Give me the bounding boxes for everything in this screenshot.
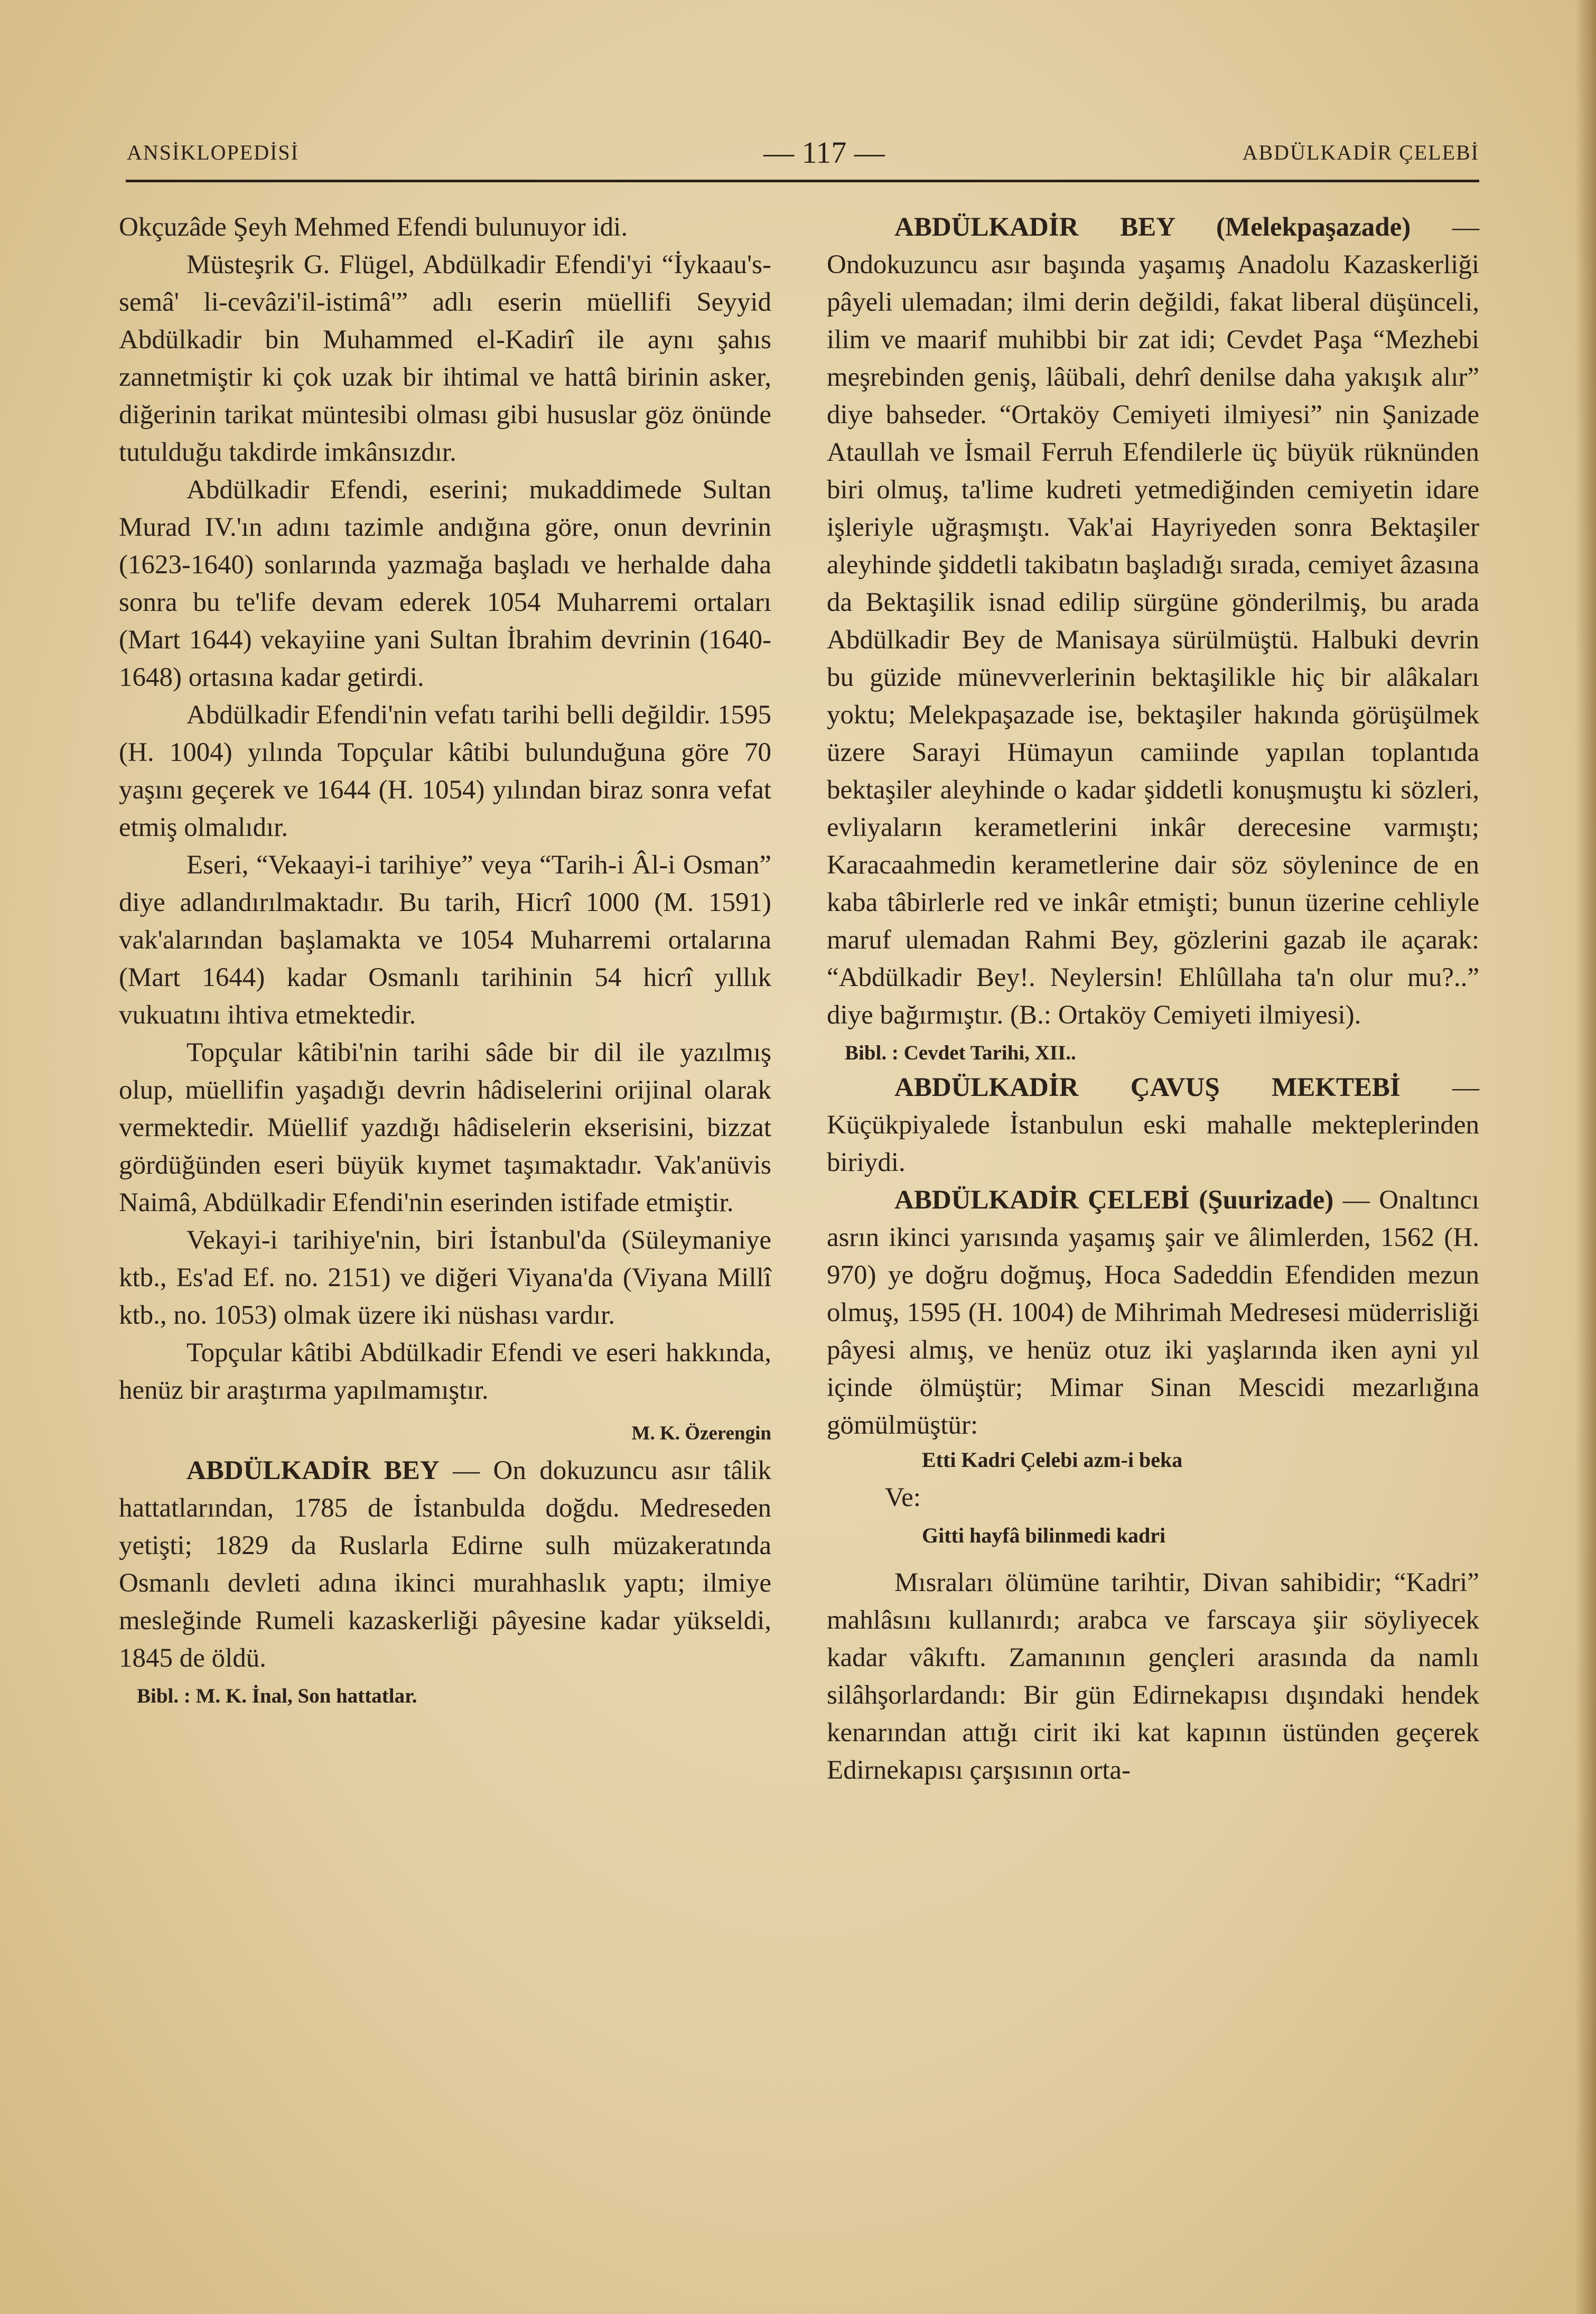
header-left: ANSİKLOPEDİSİ: [127, 141, 299, 164]
header-rule: [126, 180, 1479, 182]
entry-abdulkadir-celebi: [827, 1182, 1479, 1444]
entry-heading: ABDÜLKADİR ÇAVUŞ MEKTEBİ: [894, 1073, 1401, 1102]
author-signature: M. K. Özerengin: [631, 1423, 771, 1444]
paragraph: Topçular kâtibi Abdülkadir Efendi ve eseri hakkında, henüz bir araştırma yapılmamıştır.: [119, 1338, 771, 1405]
paragraph: Mısraları ölümüne tarihtir, Divan sahibidir; “Kadri” mahlâsını kullanırdı; arabca ve farscaya şiir söyliyecek kadar vâkıftı. Zamanının gençleri arasında da namlı silâhşorlardandı: Bir gün Edirnekapısı dışındaki hendek kenarından attığı cirit iki kat kapının üstünden geçerek Edirnekapısı çarşısının orta-: [827, 1568, 1479, 1785]
page-edge-shadow: [1575, 0, 1596, 2314]
entry-body: — On dokuzuncu asır tâlik hattatlarından, 1785 de İstanbulda doğdu. Medreseden yetişti; 1829 da Ruslarla Edirne sulh müzakeratında Osmanlı devleti adına ikinci murahhaslık yaptı; ilmiye mesleğinde Rumeli kazaskerliği pâyesine kadar yükseldi, 1845 de öldü.: [119, 1456, 771, 1673]
verse-connector: Ve:: [885, 1483, 921, 1512]
verse-line: Gitti hayfâ bilinmedi kadri: [922, 1523, 1166, 1547]
header-right: ABDÜLKADİR ÇELEBİ: [1242, 141, 1479, 164]
entry-heading: ABDÜLKADİR ÇELEBİ (Şuurizade): [894, 1185, 1334, 1215]
bibliography: Bibl. : Cevdet Tarihi, XII..: [845, 1042, 1076, 1064]
right-column: [827, 209, 1479, 1789]
paragraph: Abdülkadir Efendi, eserini; mukaddimede Sultan Murad IV.'ın adını tazimle andığına göre, onun devrinin (1623-1640) sonlarında yazmağa başladı ve herhalde daha sonra bu te'life devam ederek 1054 Muharremi ortaları (Mart 1644) vekayiine yani Sultan İbrahim devrinin (1640-1648) ortasına kadar getirdi.: [119, 475, 771, 692]
running-header: [127, 135, 1479, 182]
paragraph: Müsteşrik G. Flügel, Abdülkadir Efendi'yi “İykaau's-semâ' li-cevâzi'il-istimâ'” adlı eserin müellifi Seyyid Abdülkadir bin Muhammed el-Kadirî ile aynı şahıs zannetmiştir ki çok uzak bir ihtimal ve hattâ birinin asker, diğerinin tarikat müntesibi olması gibi hususlar göz önünde tutulduğu takdirde imkânsızdır.: [119, 250, 771, 467]
entry-heading: ABDÜLKADİR BEY (Melekpaşazade): [894, 212, 1411, 242]
paragraph: Vekayi-i tarihiye'nin, biri İstanbul'da (Süleymaniye ktb., Es'ad Ef. no. 2151) ve diğeri Viyana'da (Viyana Millî ktb., no. 1053) olmak üzere iki nüshası vardır.: [119, 1225, 771, 1330]
paragraph: Abdülkadir Efendi'nin vefatı tarihi belli değildir. 1595 (H. 1004) yılında Topçular kâtibi bulunduğuna göre 70 yaşını geçerek ve 1644 (H. 1054) yılından biraz sonra vefat etmiş olmalıdır.: [119, 700, 771, 842]
entry-abdulkadir-bey: [119, 1452, 771, 1677]
page-number: — 117 —: [763, 135, 885, 170]
entry-abdulkadir-bey-melekpasazade: [827, 209, 1479, 1034]
paragraph: Topçular kâtibi'nin tarihi sâde bir dil ile yazılmış olup, müellifin yaşadığı devrin hâdiselerini orijinal olarak vermektedir. Müellif yazdığı hâdiselerin ekserisini, bizzat gördüğünden eseri büyük kıymet taşımaktadır. Vak'anüvis Naimâ, Abdülkadir Efendi'nin eserinden istifade etmiştir.: [119, 1038, 771, 1218]
left-column: [119, 209, 771, 1712]
entry-heading: ABDÜLKADİR BEY: [186, 1456, 440, 1485]
entry-abdulkadir-cavus-mektebi: [827, 1069, 1479, 1182]
entry-body: — Ondokuzuncu asır başında yaşamış Anadolu Kazaskerliği pâyeli ulemadan; ilmi derin değildi, fakat liberal düşünceli, ilim ve maarif muhibbi bir zat idi; Cevdet Paşa “Mezhebi meşrebinden geniş, lâübali, dehrî denilse daha yakışık alır” diye bahseder. “Ortaköy Cemiyeti ilmiyesi” nin Şanizade Ataullah ve İsmail Ferruh Efendilerle üç büyük rüknünden biri olmuş, ta'lime kudreti yetmediğinden cemiyetin idare işleriyle uğraşmıştı. Vak'ai Hayriyeden sonra Bektaşiler aleyhinde şiddetli takibatın başladığı sırada, cemiyet âzasına da Bektaşilik isnad edilip sürgüne gönderilmiş, bu arada Abdülkadir Bey de Manisaya sürülmüştü. Halbuki devrin bu güzide münevverlerinin bektaşilikle hiç bir alâkaları yoktu; Melekpaşazade ise, bektaşiler hakında görüşülmek üzere Sarayi Hümayun camiinde yapılan toplantıda bektaşiler aleyhinde o kadar şiddetli konuşmuştu ki sözleri, evliyaların kerametlerini inkâr derecesine varmıştı; Karacaahmedin kerametlerine dair söz söylenince de en kaba tâbirlerle red ve inkâr etmişti; bunun üzerine cehliyle maruf ulemadan Rahmi Bey, gözlerini gazab ile açarak: “Abdülkadir Bey!. Neylersin! Ehlûllaha ta'n olur mu?..” diye bağırmıştır. (B.: Ortaköy Cemiyeti ilmiyesi).: [827, 212, 1479, 1030]
paragraph: Okçuzâde Şeyh Mehmed Efendi bulunuyor idi.: [119, 212, 628, 242]
entry-body: — Onaltıncı asrın ikinci yarısında yaşamış şair ve âlimlerden, 1562 (H. 970) ye doğru doğmuş, Hoca Sadeddin Efendiden mezun olmuş, 1595 (H. 1004) de Mihrimah Medresesi müderrisliği pâyesi almış, ve henüz otuz iki yaşlarında iken ayni yıl içinde ölmüştür; Mimar Sinan Mescidi mezarlığına gömülmüştür:: [827, 1185, 1479, 1440]
bibliography: Bibl. : M. K. İnal, Son hattatlar.: [137, 1685, 417, 1707]
verse-line: Etti Kadri Çelebi azm-i beka: [922, 1448, 1183, 1472]
entry-body: — Küçükpiyalede İstanbulun eski mahalle mekteplerinden biriydi.: [827, 1073, 1479, 1177]
paragraph: Eseri, “Vekaayi-i tarihiye” veya “Tarih-i Âl-i Osman” diye adlandırılmaktadır. Bu tarih, Hicrî 1000 (M. 1591) vak'alarından başlamakta ve 1054 Muharremi ortalarına (Mart 1644) kadar Osmanlı tarihinin 54 hicrî yıllık vukuatını ihtiva etmektedir.: [119, 850, 771, 1030]
